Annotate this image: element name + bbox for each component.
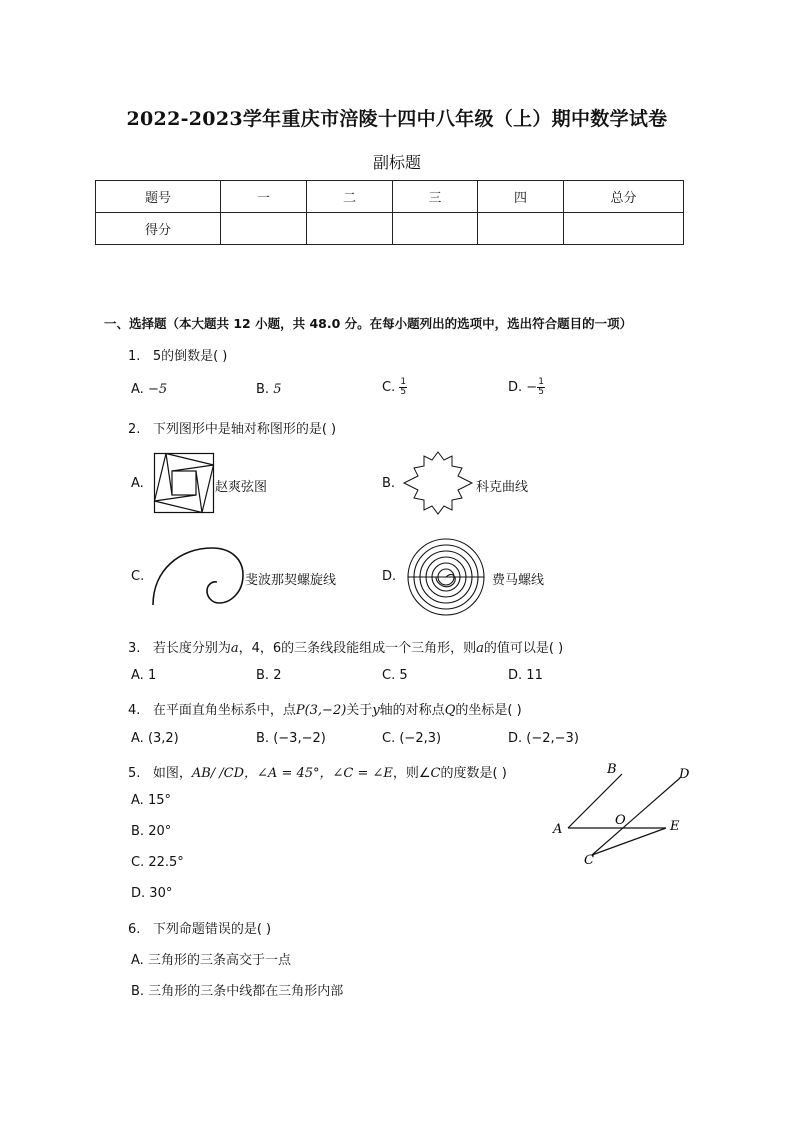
- option-d: D. (−2,−3): [508, 731, 579, 746]
- figure-caption: 斐波那契螺旋线: [245, 573, 337, 588]
- score-header-cell: 三: [393, 181, 478, 213]
- question-1: [128, 345, 227, 364]
- option-sign: −: [526, 380, 538, 395]
- question-text: 若长度分别为: [152, 641, 231, 656]
- option-c: [382, 378, 407, 397]
- question-number: 3.: [128, 641, 141, 656]
- fermat-spiral-figure: [404, 537, 488, 617]
- section-heading: 一、选择题（本大题共 12 小题，共 48.0 分。在每小题列出的选项中，选出符合题目的一项）: [104, 316, 633, 331]
- option-a: A. (3,2): [131, 731, 179, 746]
- segment-ce: [592, 828, 666, 855]
- question-6: [128, 918, 271, 937]
- point-label-o: O: [615, 813, 626, 828]
- point-label-e: E: [670, 819, 680, 834]
- score-header-cell: 二: [307, 181, 393, 213]
- option-b: B. 20°: [131, 824, 172, 839]
- figure-caption: 费马螺线: [492, 573, 545, 588]
- question-text: 的坐标是( ): [455, 703, 522, 718]
- figure-caption: 赵爽弦图: [215, 480, 268, 495]
- page-title: 2022-2023学年重庆市涪陵十四中八年级（上）期中数学试卷: [126, 108, 668, 130]
- math-var: Q: [444, 703, 456, 718]
- question-number: 4.: [128, 703, 141, 718]
- score-table-row: [96, 213, 684, 245]
- score-cell: [307, 213, 393, 245]
- question-number: 6.: [128, 922, 141, 937]
- option-letter: B.: [382, 476, 396, 491]
- point-label-a: A: [553, 822, 563, 837]
- option-d: D. 11: [508, 668, 543, 683]
- math-var: a: [476, 641, 484, 656]
- option-d: D. 30°: [131, 886, 173, 901]
- question-5: [128, 762, 507, 781]
- question-number: 1.: [128, 349, 141, 364]
- segment-cd: [592, 778, 680, 855]
- option-letter: D.: [382, 569, 397, 584]
- option-a: [131, 382, 167, 397]
- score-table: [95, 180, 684, 245]
- score-cell: [221, 213, 307, 245]
- option-c: C. 5: [382, 668, 408, 683]
- option-b: B. 三角形的三条中线都在三角形内部: [131, 984, 344, 999]
- question-text: 的值可以是( ): [483, 641, 564, 656]
- question-number: 2.: [128, 422, 141, 437]
- score-cell: [564, 213, 684, 245]
- question-2: [128, 418, 336, 437]
- score-header-cell: 总分: [564, 181, 684, 213]
- point-label-c: C: [584, 853, 594, 868]
- math-var: C: [430, 766, 441, 781]
- option-b: B. (−3,−2): [256, 731, 326, 746]
- score-header-cell: 一: [221, 181, 307, 213]
- math-point: P(3,−2): [295, 703, 347, 718]
- option-letter: B.: [256, 382, 270, 397]
- option-c: C. 22.5°: [131, 855, 184, 870]
- option-a: A. 1: [131, 668, 157, 683]
- option-letter: C.: [131, 569, 145, 584]
- score-cell: [393, 213, 478, 245]
- score-header-cell: 四: [478, 181, 564, 213]
- fraction: $\frac{1}{5}$: [400, 377, 407, 397]
- question-text: ，则∠: [392, 766, 431, 781]
- segment-ab: [568, 774, 622, 828]
- question-text: ，4，6的三条线段能组成一个三角形，则: [238, 641, 477, 656]
- figure-caption: 科克曲线: [476, 480, 529, 495]
- score-header-cell: 题号: [96, 181, 221, 213]
- zhao-shuang-figure: [154, 453, 214, 513]
- option-letter: A.: [131, 382, 144, 397]
- question-text: 下列命题错误的是( ): [152, 922, 272, 937]
- option-c: C. (−2,3): [382, 731, 442, 746]
- option-letter: A.: [131, 476, 144, 491]
- math-var: a: [230, 641, 239, 656]
- question-text: 下列图形中是轴对称图形的是( ): [152, 422, 337, 437]
- option-letter: D.: [508, 380, 523, 395]
- page-subtitle: 副标题: [372, 153, 421, 172]
- option-b: B. 2: [256, 668, 282, 683]
- score-row-label: 得分: [96, 213, 221, 245]
- fraction: $\frac{1}{5}$: [538, 377, 544, 397]
- question-text: 关于: [346, 703, 373, 718]
- question-3: [128, 637, 563, 656]
- option-b: [256, 382, 281, 397]
- parallel-lines-figure: [548, 760, 698, 870]
- option-d: [508, 378, 545, 397]
- math-var: y: [372, 703, 380, 718]
- question-number: 5.: [128, 766, 141, 781]
- score-table-header-row: [96, 181, 684, 213]
- question-text: 的度数是( ): [440, 766, 507, 781]
- question-text: 轴的对称点: [379, 703, 445, 718]
- option-a: A. 15°: [131, 793, 171, 808]
- question-text: 在平面直角坐标系中，点: [152, 703, 296, 718]
- question-4: [128, 699, 522, 718]
- koch-snowflake-figure: [402, 450, 474, 516]
- math-expr: AB/ /CD，∠A = 45°，∠C = ∠E: [191, 766, 393, 781]
- question-text: 5的倒数是( ): [152, 349, 228, 364]
- point-label-b: B: [607, 762, 617, 777]
- option-a: A. 三角形的三条高交于一点: [131, 953, 291, 968]
- question-text: 如图，: [152, 766, 192, 781]
- point-label-d: D: [679, 767, 690, 782]
- option-value: 5: [273, 382, 282, 397]
- option-value: −5: [147, 382, 168, 397]
- score-cell: [478, 213, 564, 245]
- fibonacci-spiral-figure: [150, 545, 245, 607]
- option-letter: C.: [382, 380, 396, 395]
